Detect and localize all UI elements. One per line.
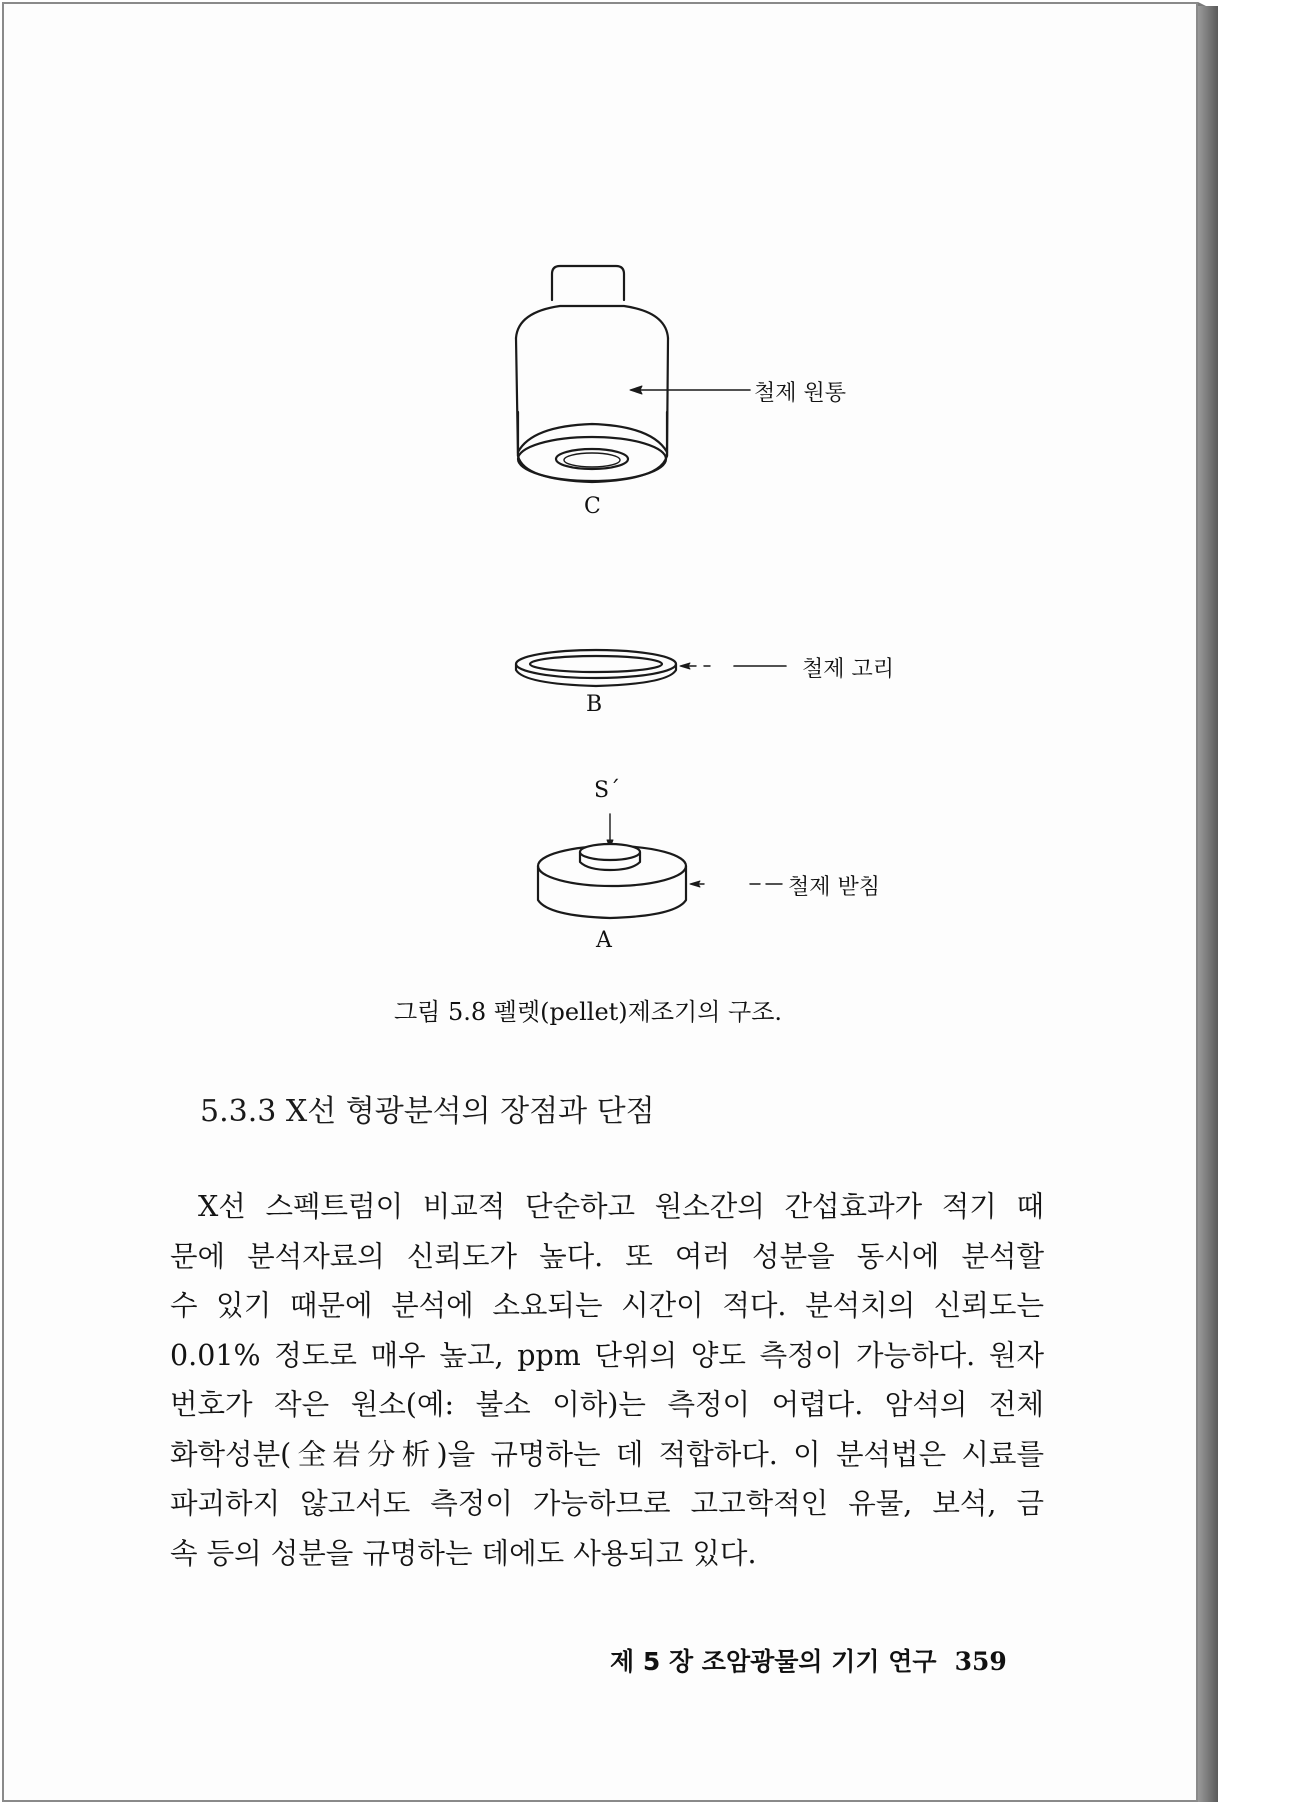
steel-cylinder-drawing xyxy=(516,266,668,482)
body-paragraph xyxy=(170,1182,1044,1578)
body-line: 0.01% 정도로 매우 높고, ppm 단위의 양도 측정이 가능하다. 원자 xyxy=(170,1338,1044,1372)
body-line: 수 있기 때문에 분석에 소요되는 시간이 적다. 분석치의 신뢰도는 xyxy=(170,1289,1044,1322)
callout-steel-cylinder: 철제 원통 xyxy=(754,381,847,406)
callout-steel-ring: 철제 고리 xyxy=(802,657,895,682)
pellet-press-diagram xyxy=(4,4,1198,1044)
label-b: B xyxy=(586,692,603,717)
body-line: X선 스펙트럼이 비교적 단순하고 원소간의 간섭효과가 적기 때 xyxy=(198,1190,1044,1223)
body-line: 파괴하지 않고서도 측정이 가능하므로 고고학적인 유물, 보석, 금 xyxy=(170,1487,1044,1520)
pellet-press-figure xyxy=(4,4,1198,1044)
label-s-prime: S´ xyxy=(594,778,621,803)
body-line: 속 등의 성분을 규명하는 데에도 사용되고 있다. xyxy=(170,1536,757,1570)
steel-base-drawing xyxy=(538,844,686,918)
figure-caption: 그림 5.8 펠렛(pellet)제조기의 구조. xyxy=(394,998,783,1026)
section-heading: 5.3.3 X선 형광분석의 장점과 단점 xyxy=(200,1094,655,1129)
page-footer xyxy=(610,1642,1007,1678)
body-line: 문에 분석자료의 신뢰도가 높다. 또 여러 성분을 동시에 분석할 xyxy=(170,1239,1044,1273)
steel-ring-drawing xyxy=(516,650,676,686)
body-line: 번호가 작은 원소(예: 불소 이하)는 측정이 어렵다. 암석의 전체 xyxy=(170,1388,1044,1421)
label-c: C xyxy=(584,494,601,519)
body-line: 화학성분(全岩分析)을 규명하는 데 적합하다. 이 분석법은 시료를 xyxy=(170,1437,1044,1471)
page-edge-shadow xyxy=(1198,6,1218,1802)
chapter-title: 제 5 장 조암광물의 기기 연구 xyxy=(610,1647,937,1676)
book-page xyxy=(2,2,1198,1802)
page-number: 359 xyxy=(954,1647,1007,1676)
label-a: A xyxy=(596,928,612,953)
callout-steel-base: 철제 받침 xyxy=(788,875,881,900)
